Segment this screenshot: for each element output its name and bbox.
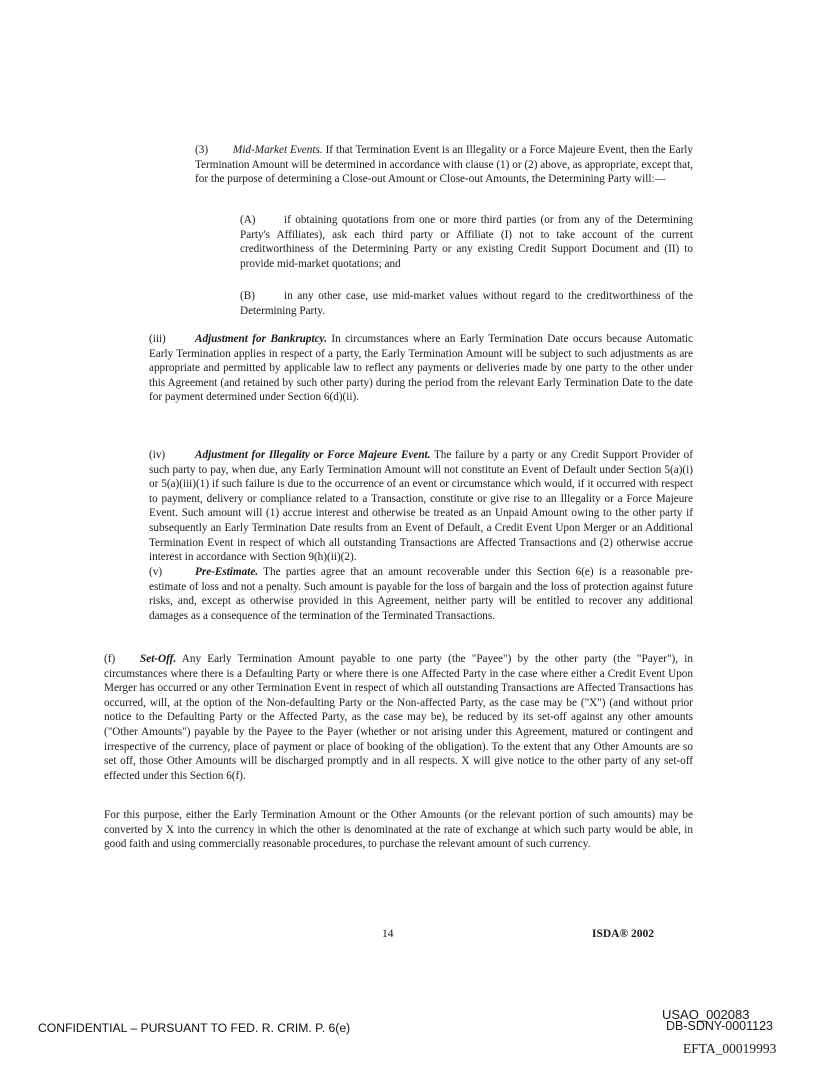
clause-3-b [240,289,693,318]
clause-f-set-off [104,652,693,783]
clause-iv-adjustment-for-illegality [149,448,693,565]
clause-text: In circumstances where an Early Termination Date occurs because Automatic Early Termination applies in respect of a party, the Early Termination Amount will be subject to such adjustments as are appropriate and permitted by applicable law to reflect any payments or deliveries made by one party to the other under this Agreement (and retained by such other party) during the period from the relevant Early Termination Date to the date for payment determined under Section 6(d)(ii). [149,333,694,404]
clause-text: The failure by a party or any Credit Support Provider of such party to pay, when due, any Early Termination Amount will not constitute an Event of Default under Section 5(a)(i) or 5(a)(iii)(1) if such failure is due to the occurrence of an event or circumstance which would, if it occurred with respect to payment, delivery or compliance related to a Transaction, constitute or give rise to an Illegality or a Force Majeure Event. Such amount will (1) accrue interest and otherwise be treated as an Unpaid Amount owing to the other party if subsequently an Early Termination Date results from an Event of Default, a Credit Event Upon Merger or an Additional Termination Event in respect of which all outstanding Transactions are Affected Transactions and (2) otherwise accrue interest in accordance with Section 9(h)(ii)(2). [149,449,693,564]
clause-number: (v) [149,566,163,578]
clause-heading: Mid-Market Events. [233,144,323,156]
clause-3-mid-market-events [195,143,693,187]
clause-text: in any other case, use mid-market values without regard to the creditworthiness of the Determining Party. [240,290,693,317]
bates-number-db: DB-SDNY-0001123 [666,1019,774,1033]
clause-heading: Set-Off. [140,653,177,665]
clause-text: The parties agree that an amount recoverable under this Section 6(e) is a reasonable pre-estimate of loss and not a penalty. Such amount is payable for the loss of bargain and the loss of protection against future risks, and, except as otherwise provided in this Agreement, neither party will be entitled to recover any additional damages as a consequence of the termination of the Terminated Transactions. [149,566,693,622]
clause-iii-adjustment-for-bankruptcy [149,332,693,405]
page-number: 14 [382,928,394,940]
clause-number: (iv) [149,449,166,461]
clause-number: (A) [240,214,256,226]
clause-heading: Adjustment for Bankruptcy. [195,333,327,345]
clause-text: Any Early Termination Amount payable to one party (the "Payee") by the other party (the "Payer"), in circumstances where there is a Defaulting Party or where there is one Affected Party in the case where either a Credit Event Upon Merger has occurred or any other Termination Event in respect of which all outstanding Transactions are Affected Transactions has occurred, will, at the option of the Non-defaulting Party or the Non-affected Party, as the case may be ("X") (and without prior notice to the Defaulting Party or the Affected Party, as the case may be), be reduced by its set-off against any other amounts ("Other Amounts") payable by the Payee to the Payer (whether or not arising under this Agreement, matured or contingent and irrespective of the currency, place of payment or place of booking of the obligation). To the extent that any Other Amounts are so set off, those Other Amounts will be discharged promptly and in all respects. X will give notice to the other party of any set-off effected under this Section 6(f). [104,653,693,782]
clause-number: (iii) [149,333,166,345]
clause-text: if obtaining quotations from one or more third parties (or from any of the Determining Party's Affiliates), ask each third party or Affiliate (I) not to take account of the current creditworthiness of the Determining Party or any existing Credit Support Document and (II) to provide mid-market quotations; and [240,214,693,270]
clause-number: (3) [195,144,209,156]
set-off-conversion-paragraph [104,808,693,852]
clause-text: For this purpose, either the Early Termination Amount or the Other Amounts (or the relevant portion of such amounts) may be converted by X into the currency in which the other is denominated at the rate of exchange at which such party would be able, in good faith and using commercially reasonable procedures, to purchase the relevant amount of such currency. [104,809,693,851]
clause-heading: Pre-Estimate. [195,566,259,578]
clause-v-pre-estimate [149,565,693,623]
confidential-stamp: CONFIDENTIAL – PURSUANT TO FED. R. CRIM. P. 6(e) [38,1021,351,1035]
isda-footer-mark: ISDA® 2002 [592,928,654,940]
bates-number-usao: USAO_002083 [662,1007,750,1022]
clause-number: (B) [240,290,255,302]
clause-3-a [240,213,693,271]
clause-number: (f) [104,653,116,665]
efta-number: EFTA_00019993 [683,1041,777,1056]
clause-heading: Adjustment for Illegality or Force Majeure Event. [195,449,431,461]
clause-text: If that Termination Event is an Illegality or a Force Majeure Event, then the Early Termination Amount will be determined in accordance with clause (1) or (2) above, as appropriate, except that, for the purpose of determining a Close-out Amount or Close-out Amounts, the Determining Party will:— [195,144,693,186]
